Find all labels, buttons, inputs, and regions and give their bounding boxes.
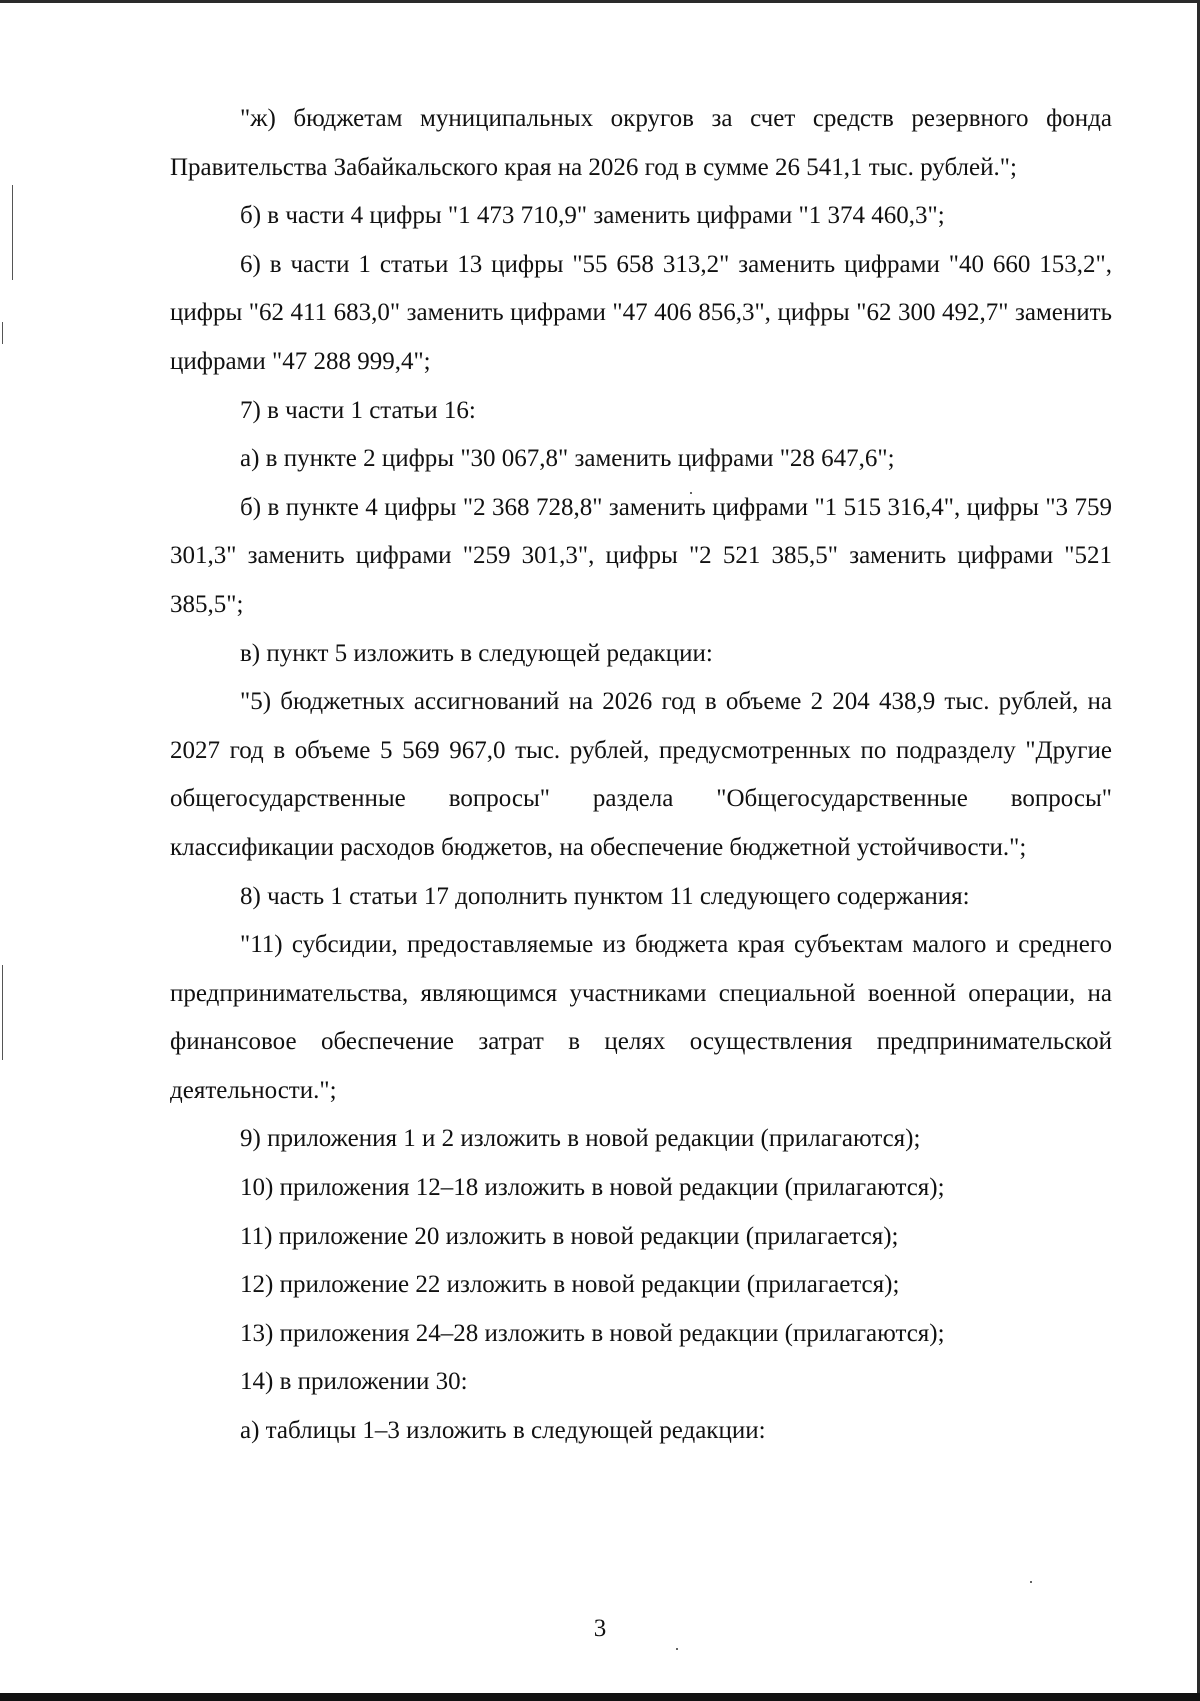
- scan-speck: [676, 1648, 678, 1650]
- paragraph: "ж) бюджетам муниципальных округов за счет средств резервного фонда Правительства Забайкальского края на 2026 год в сумме 26 541,1 тыс. рублей.";: [170, 105, 1112, 181]
- scan-margin-mark: [2, 322, 3, 344]
- paragraph: 14) в приложении 30:: [240, 1368, 468, 1396]
- paragraph: а) в пункте 2 цифры "30 067,8" заменить цифрами "28 647,6";: [240, 445, 895, 473]
- paragraph: в) пункт 5 изложить в следующей редакции:: [240, 639, 713, 667]
- scan-border-bottom: [0, 1693, 1200, 1701]
- paragraph: б) в части 4 цифры "1 473 710,9" заменить цифрами "1 374 460,3";: [240, 202, 945, 230]
- paragraph: а) таблицы 1–3 изложить в следующей редакции:: [240, 1417, 766, 1445]
- paragraph: 11) приложение 20 изложить в новой редакции (прилагается);: [240, 1222, 899, 1250]
- document-body: [170, 95, 1112, 1456]
- scan-speck: [1030, 1581, 1032, 1583]
- paragraph: "11) субсидии, предоставляемые из бюджета края субъектам малого и среднего предпринимательства, являющимся участниками специальной военной операции, на финансовое обеспечение затрат в целях осуществления предпринимательской деятельности.";: [170, 931, 1112, 1104]
- paragraph: 13) приложения 24–28 изложить в новой редакции (прилагаются);: [240, 1319, 945, 1347]
- paragraph: 6) в части 1 статьи 13 цифры "55 658 313,2" заменить цифрами "40 660 153,2", цифры "62 411 683,0" заменить цифрами "47 406 856,3", цифры "62 300 492,7" заменить цифрами "47 288 999,4";: [170, 250, 1112, 375]
- paragraph: б) в пункте 4 цифры "2 368 728,8" заменить цифрами "1 515 316,4", цифры "3 759 301,3" заменить цифрами "259 301,3", цифры "2 521 385,5" заменить цифрами "521 385,5";: [170, 493, 1112, 618]
- scan-margin-mark: [12, 185, 13, 280]
- paragraph: 12) приложение 22 изложить в новой редакции (прилагается);: [240, 1271, 900, 1299]
- paragraph: "5) бюджетных ассигнований на 2026 год в объеме 2 204 438,9 тыс. рублей, на 2027 год в объеме 5 569 967,0 тыс. рублей, предусмотренных по подразделу "Другие общегосударственные вопросы" раздела "Общегосударственные вопросы" классификации расходов бюджетов, на обеспечение бюджетной устойчивости.";: [170, 688, 1112, 861]
- scan-margin-mark: [2, 965, 3, 1060]
- paragraph: 9) приложения 1 и 2 изложить в новой редакции (прилагаются);: [240, 1125, 921, 1153]
- page-number: 3: [593, 1615, 607, 1642]
- paragraph: 7) в части 1 статьи 16:: [240, 396, 476, 424]
- paragraph: 10) приложения 12–18 изложить в новой редакции (прилагаются);: [240, 1174, 945, 1202]
- paragraph: 8) часть 1 статьи 17 дополнить пунктом 11 следующего содержания:: [240, 882, 970, 910]
- scan-border-top: [0, 0, 1200, 3]
